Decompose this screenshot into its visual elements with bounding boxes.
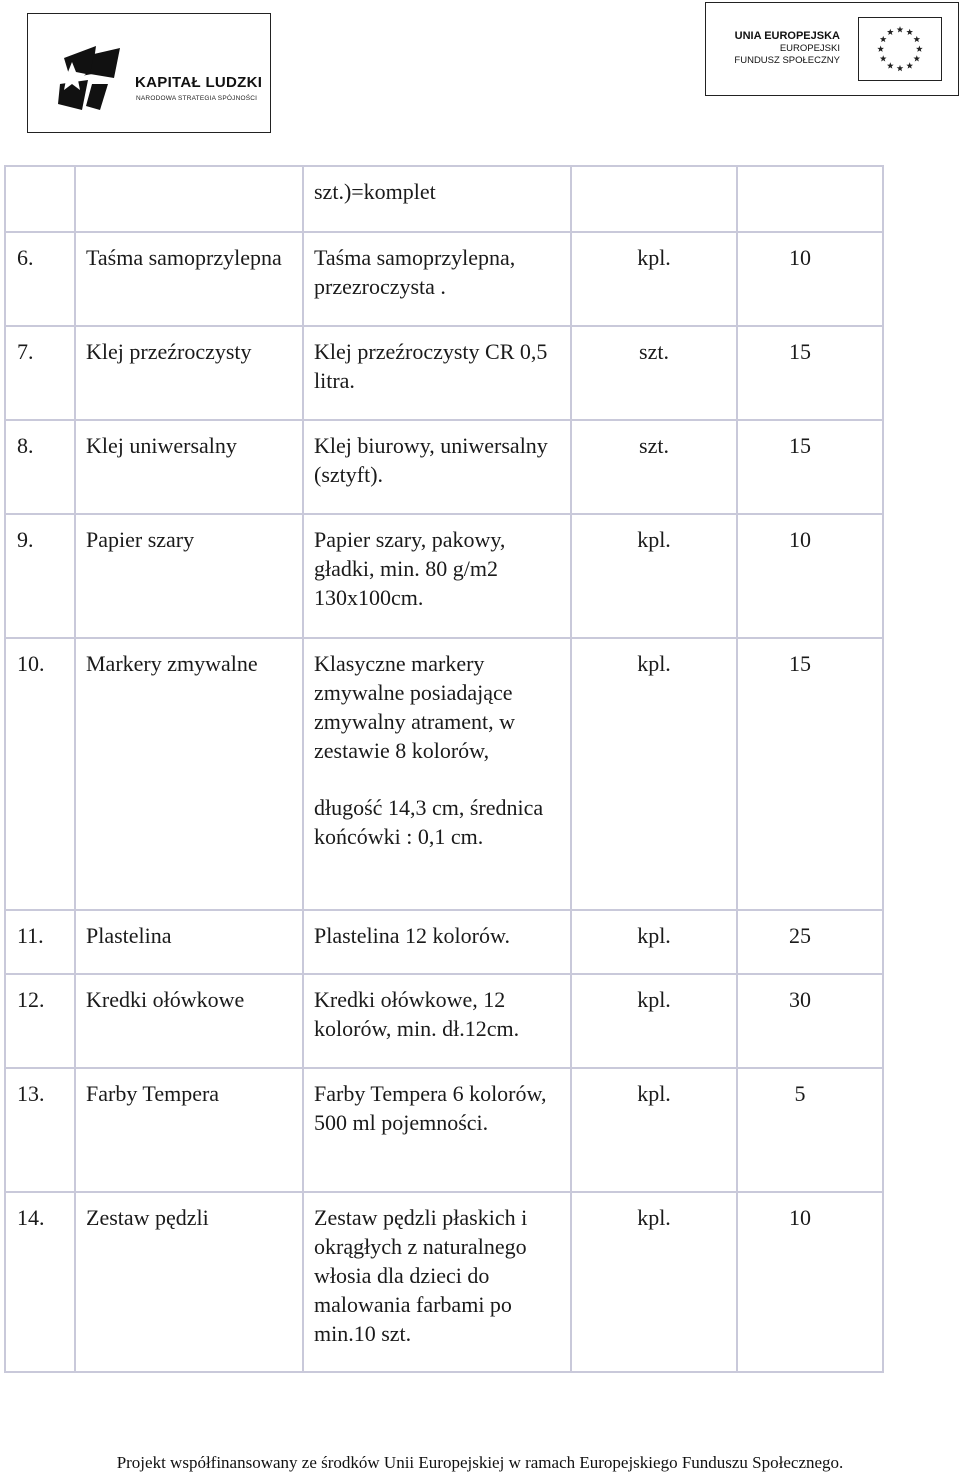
item-specification [303,232,571,326]
item-quantity: 10 [737,232,883,326]
row-number: 14. [5,1192,75,1372]
item-spec-text: Klej przeźroczysty CR 0,5 litra. [314,339,548,393]
item-name: Plastelina [75,910,303,974]
table-row [5,420,883,514]
item-unit: szt. [571,326,737,420]
item-quantity: 5 [737,1068,883,1192]
item-name [75,166,303,232]
table-row [5,638,883,910]
items-table-body [5,166,883,1372]
item-spec-text: Farby Tempera 6 kolorów, 500 ml pojemności. [314,1081,547,1135]
kapital-ludzki-title: KAPITAŁ LUDZKI [135,74,263,91]
item-spec-text: Papier szary, pakowy, gładki, min. 80 g/m2 130x100cm. [314,527,506,610]
item-specification [303,1192,571,1372]
item-name: Papier szary [75,514,303,638]
eu-star-icon [897,65,904,71]
item-spec-text: Kredki ołówkowe, 12 kolorów, min. dł.12cm. [314,987,520,1041]
eu-star-icon [906,62,913,68]
row-number: 8. [5,420,75,514]
eu-logo [705,2,959,96]
table-row [5,166,883,232]
kapital-ludzki-emblem-icon [56,44,126,116]
table-row [5,974,883,1068]
item-unit: szt. [571,420,737,514]
table-row [5,514,883,638]
item-name: Kredki ołówkowe [75,974,303,1068]
eu-star-icon [913,55,920,61]
item-specification [303,910,571,974]
item-specification [303,326,571,420]
eu-star-icon [897,26,904,32]
row-number: 9. [5,514,75,638]
table-row [5,1068,883,1192]
table-row [5,910,883,974]
eu-flag-icon [858,17,942,81]
item-spec-extra: długość 14,3 cm, średnica końcówki : 0,1 cm. [314,795,544,849]
item-spec-text: Zestaw pędzli płaskich i okrągłych z naturalnego włosia dla dzieci do malowania farbami po min.10 szt. [314,1205,528,1346]
item-unit: kpl. [571,974,737,1068]
footer-note: Projekt współfinansowany ze środków Unii Europejskiej w ramach Europejskiego Funduszu Społecznego. [116,1453,844,1472]
eu-star-icon [880,55,887,61]
table-row [5,1192,883,1372]
item-name: Klej przeźroczysty [75,326,303,420]
eu-star-icon [887,29,894,35]
item-unit: kpl. [571,232,737,326]
table-row [5,232,883,326]
eu-star-icon [913,36,920,42]
item-unit: kpl. [571,1068,737,1192]
item-specification [303,638,571,910]
item-quantity [737,166,883,232]
item-unit: kpl. [571,1192,737,1372]
row-number: 6. [5,232,75,326]
items-table [4,165,884,1373]
item-specification [303,974,571,1068]
item-quantity: 30 [737,974,883,1068]
item-spec-text: Klasyczne markery zmywalne posiadające zmywalny atrament, w zestawie 8 kolorów, [314,651,515,763]
eu-logo-text [734,29,840,67]
item-unit: kpl. [571,638,737,910]
eu-star-icon [906,29,913,35]
item-unit: kpl. [571,910,737,974]
item-quantity: 15 [737,326,883,420]
eu-logo-line2: EUROPEJSKI [779,43,840,54]
eu-star-icon [880,36,887,42]
item-unit [571,166,737,232]
item-unit: kpl. [571,514,737,638]
item-specification [303,514,571,638]
item-quantity: 25 [737,910,883,974]
row-number [5,166,75,232]
row-number: 10. [5,638,75,910]
item-name: Zestaw pędzli [75,1192,303,1372]
item-specification [303,166,571,232]
item-spec-text: szt.)=komplet [314,179,436,204]
item-specification [303,1068,571,1192]
item-spec-text: Taśma samoprzylepna, przezroczysta . [314,245,516,299]
item-quantity: 15 [737,638,883,910]
item-name: Klej uniwersalny [75,420,303,514]
item-quantity: 10 [737,514,883,638]
eu-star-icon [877,46,884,52]
eu-star-icon [887,62,894,68]
item-name: Markery zmywalne [75,638,303,910]
kapital-ludzki-logo [27,13,271,133]
kapital-ludzki-subtitle: NARODOWA STRATEGIA SPÓJNOŚCI [136,95,258,102]
item-quantity: 10 [737,1192,883,1372]
item-name: Farby Tempera [75,1068,303,1192]
row-number: 13. [5,1068,75,1192]
row-number: 7. [5,326,75,420]
row-number: 12. [5,974,75,1068]
eu-logo-line1: UNIA EUROPEJSKA [734,30,840,42]
item-quantity: 15 [737,420,883,514]
row-number: 11. [5,910,75,974]
item-specification [303,420,571,514]
eu-star-icon [916,46,923,52]
item-spec-text: Plastelina 12 kolorów. [314,923,510,948]
item-name: Taśma samoprzylepna [75,232,303,326]
eu-logo-line3: FUNDUSZ SPOŁECZNY [734,55,840,66]
table-row [5,326,883,420]
item-spec-text: Klej biurowy, uniwersalny (sztyft). [314,433,548,487]
